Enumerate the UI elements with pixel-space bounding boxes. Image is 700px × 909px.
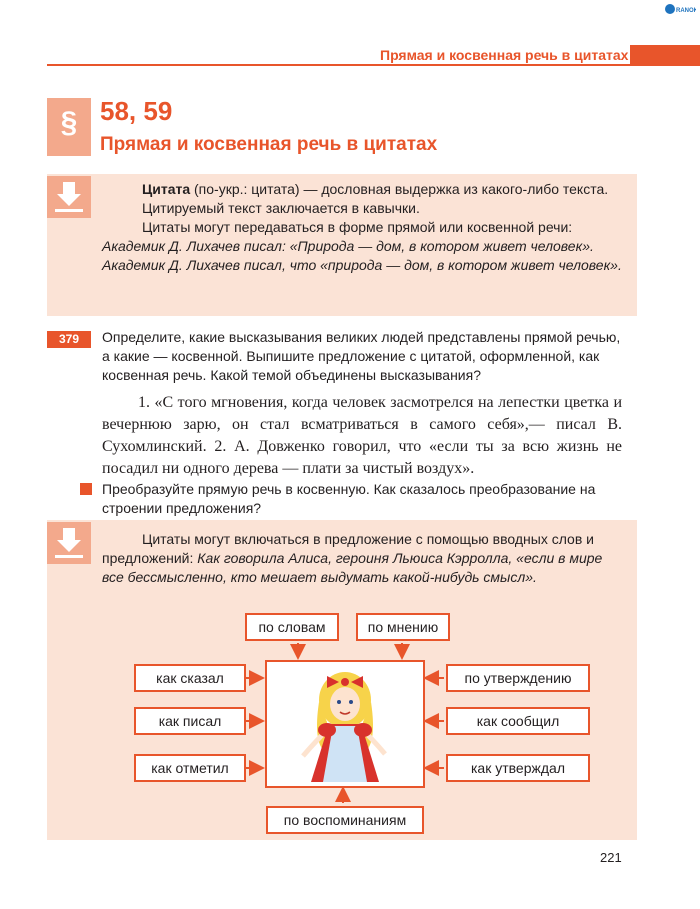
rule2-text: Цитаты могут включаться в предложение с помощью вводных слов и предложений: Как говорила Алиса, героиня Льюиса Кэрролла, «если в мире все бессмысленно, кто мешает выдумать какой-нибудь смысл».: [102, 531, 603, 585]
phrase-box-bottom: по воспоминаниям: [266, 806, 424, 834]
phrase-box-right: по утверждению: [446, 664, 590, 692]
rule2-example: Как говорила Алиса, героиня Льюиса Кэрролла, «если в мире все бессмысленно, кто мешает выдумать какой-нибудь смысл».: [102, 550, 603, 585]
section-badge: §: [47, 98, 91, 156]
exercise-quotes: 1. «С того мгновения, когда человек засмотрелся на лепестки цветка и вечернюю зарю, он стал всматриваться в самого себя»,— писал В. Сухомлинский. 2. А. Довженко говорил, что «если ты за всю жизнь не посадил ни одного дерева — плати за чистый воздух».: [102, 394, 622, 477]
phrase-box-left: как отметил: [134, 754, 246, 782]
phrase-box-top-left: по словам: [245, 613, 339, 641]
phrase-box-top-right: по мнению: [356, 613, 450, 641]
section-number: 58, 59: [100, 96, 173, 126]
phrase-box-right: как сообщил: [446, 707, 590, 735]
publisher-logo-text: RANOK: [676, 8, 696, 14]
rule-example: Академик Д. Лихачев писал: «Природа — дом, в котором живет человек». Академик Д. Лихачев писал, что «природа — дом, в котором живет человек».: [102, 238, 622, 273]
alice-illustration: [265, 660, 425, 788]
section-title: Прямая и косвенная речь в цитатах: [100, 134, 438, 155]
running-header: Прямая и косвенная речь в цитатах: [380, 47, 629, 63]
rule-definition: Цитата (по-укр.: цитата) — дословная выдержка из какого-либо текста. Цитируемый текст заключается в кавычки. Цитаты могут передаваться в форме прямой или косвенной речи: Академик Д. Лихачев писал: «Природа — дом, в котором живет человек». Академик Д. Лихачев писал, что «природа — дом, в котором живет человек».: [102, 181, 622, 273]
rule-line: Цитаты могут передаваться в форме прямой или косвенной речи:: [142, 219, 573, 235]
extra-task: Преобразуйте прямую речь в косвенную. Как сказалось преобразование на строении предложения?: [102, 481, 596, 516]
page-number: 221: [600, 850, 622, 865]
phrase-box-left: как сказал: [134, 664, 246, 692]
phrase-box-right: как утверждал: [446, 754, 590, 782]
exercise-number: 379: [47, 331, 91, 348]
rule-line: Цитируемый текст заключается в кавычки.: [142, 200, 420, 216]
phrase-box-left: как писал: [134, 707, 246, 735]
term: Цитата: [142, 181, 191, 197]
exercise-task: Определите, какие высказывания великих людей представлены прямой речью, а какие — косвенной. Выпишите предложение с цитатой, оформленной, как косвенная речь. Какой темой объединены высказывания?: [102, 329, 621, 383]
